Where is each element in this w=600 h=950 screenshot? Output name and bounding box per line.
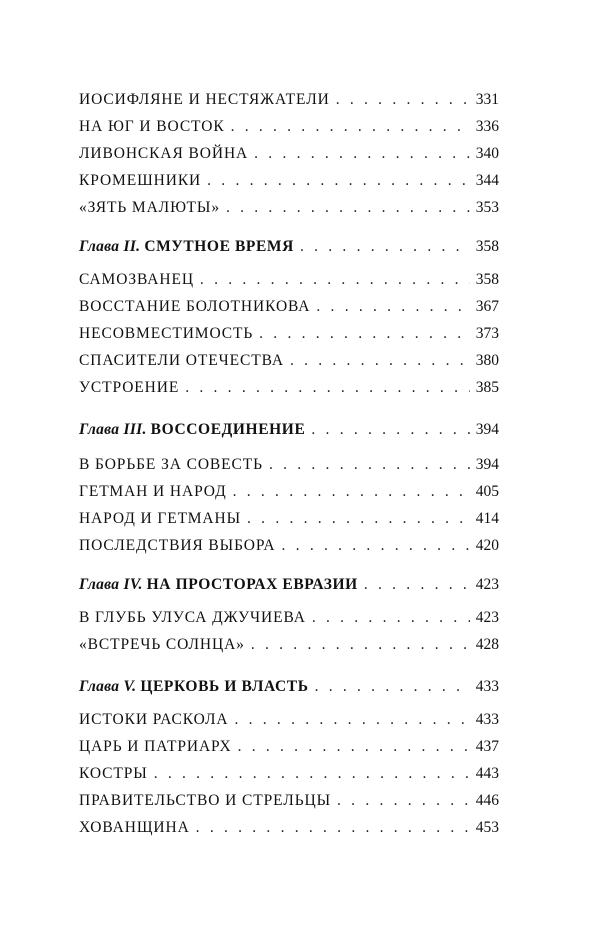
toc-entry-page: 367 xyxy=(475,298,499,315)
dot-leader xyxy=(233,480,470,504)
dot-leader xyxy=(336,88,470,112)
dot-leader xyxy=(247,507,470,531)
dot-leader xyxy=(231,115,470,139)
toc-entry-page: 453 xyxy=(475,819,499,836)
dot-leader xyxy=(290,349,470,373)
toc-entry xyxy=(79,534,499,558)
chapter-page: 358 xyxy=(475,238,499,255)
toc-entry-page: 336 xyxy=(475,118,499,135)
toc-entry-page: 420 xyxy=(475,537,499,554)
dot-leader xyxy=(185,376,470,400)
toc-entry xyxy=(79,322,499,346)
toc-entry xyxy=(79,453,499,477)
toc-entry xyxy=(79,606,499,630)
toc-entry-title: КРОМЕШНИКИ xyxy=(79,172,202,189)
dot-leader xyxy=(315,675,470,699)
chapter-number: Глава IV. xyxy=(79,576,143,593)
dot-leader xyxy=(312,606,470,630)
toc-entry-title: ИОСИФЛЯНЕ И НЕСТЯЖАТЕЛИ xyxy=(79,91,330,108)
dot-leader xyxy=(364,573,470,597)
dot-leader xyxy=(316,295,469,319)
dot-leader xyxy=(196,816,470,840)
toc-entry-page: 428 xyxy=(475,636,499,653)
toc-entry xyxy=(79,196,499,220)
dot-leader xyxy=(282,534,470,558)
toc-entry-title: НЕСОВМЕСТИМОСТЬ xyxy=(79,325,254,342)
toc-entry-title: ГЕТМАН И НАРОД xyxy=(79,483,227,500)
dot-leader xyxy=(300,235,470,259)
toc-entry-title: НА ЮГ И ВОСТОК xyxy=(79,118,225,135)
dot-leader xyxy=(259,322,470,346)
chapter-title: СМУТНОЕ ВРЕМЯ xyxy=(144,238,294,255)
toc-entry-page: 385 xyxy=(475,379,499,396)
toc-entry xyxy=(79,816,499,840)
toc-entry xyxy=(79,268,499,292)
dot-leader xyxy=(154,762,470,786)
dot-leader xyxy=(226,196,470,220)
toc-entry-page: 373 xyxy=(475,325,499,342)
toc-entry-title: В БОРЬБЕ ЗА СОВЕСТЬ xyxy=(79,456,263,473)
toc-entry-title: СПАСИТЕЛИ ОТЕЧЕСТВА xyxy=(79,352,284,369)
toc-chapter-heading xyxy=(79,675,499,699)
toc-entry-title: ПОСЛЕДСТВИЯ ВЫБОРА xyxy=(79,537,276,554)
toc-chapter-heading xyxy=(79,235,499,259)
toc-entry xyxy=(79,762,499,786)
dot-leader xyxy=(254,142,470,166)
dot-leader xyxy=(207,169,470,193)
toc-entry xyxy=(79,708,499,732)
toc-entry-title: САМОЗВАНЕЦ xyxy=(79,271,194,288)
dot-leader xyxy=(311,418,469,442)
toc-entry-title: КОСТРЫ xyxy=(79,765,148,782)
chapter-page: 394 xyxy=(475,421,499,438)
dot-leader xyxy=(238,735,470,759)
chapter-page: 433 xyxy=(475,678,499,695)
toc-entry xyxy=(79,507,499,531)
toc-entry xyxy=(79,735,499,759)
dot-leader xyxy=(234,708,469,732)
toc-entry-page: 340 xyxy=(475,145,499,162)
toc-entry-page: 380 xyxy=(475,352,499,369)
dot-leader xyxy=(251,633,470,657)
toc-entry-page: 443 xyxy=(475,765,499,782)
toc-entry-title: «ВСТРЕЧЬ СОЛНЦА» xyxy=(79,636,245,653)
toc-entry-page: 433 xyxy=(475,711,499,728)
toc-entry xyxy=(79,142,499,166)
toc-entry xyxy=(79,295,499,319)
toc-entry-page: 358 xyxy=(475,271,499,288)
toc-entry-title: ХОВАНЩИНА xyxy=(79,819,190,836)
toc-entry-page: 331 xyxy=(475,91,499,108)
chapter-number: Глава II. xyxy=(79,238,141,255)
toc-entry xyxy=(79,169,499,193)
toc-entry xyxy=(79,115,499,139)
dot-leader xyxy=(269,453,470,477)
toc-entry-page: 394 xyxy=(475,456,499,473)
toc-entry-page: 344 xyxy=(475,172,499,189)
toc-entry-title: НАРОД И ГЕТМАНЫ xyxy=(79,510,242,527)
toc-entry-title: ИСТОКИ РАСКОЛА xyxy=(79,711,229,728)
toc-entry-page: 414 xyxy=(475,510,499,527)
toc-entry-page: 437 xyxy=(475,738,499,755)
toc-entry-title: ВОССТАНИЕ БОЛОТНИКОВА xyxy=(79,298,311,315)
chapter-page: 423 xyxy=(475,576,499,593)
chapter-title: НА ПРОСТОРАХ ЕВРАЗИИ xyxy=(146,576,358,593)
toc-entry-page: 353 xyxy=(475,199,499,216)
toc-entry-page: 423 xyxy=(475,609,499,626)
chapter-number: Глава III. xyxy=(79,421,147,438)
toc-entry-title: ПРАВИТЕЛЬСТВО И СТРЕЛЬЦЫ xyxy=(79,792,332,809)
chapter-title: ВОССОЕДИНЕНИЕ xyxy=(150,421,306,438)
toc-entry xyxy=(79,480,499,504)
toc-entry-page: 405 xyxy=(475,483,499,500)
toc-entry-title: В ГЛУБЬ УЛУСА ДЖУЧИЕВА xyxy=(79,609,306,626)
chapter-title: ЦЕРКОВЬ И ВЛАСТЬ xyxy=(140,678,309,695)
toc-chapter-heading xyxy=(79,418,499,442)
toc-entry xyxy=(79,789,499,813)
dot-leader xyxy=(337,789,470,813)
toc-entry xyxy=(79,633,499,657)
toc-entry xyxy=(79,88,499,112)
toc-entry xyxy=(79,376,499,400)
dot-leader xyxy=(200,268,470,292)
toc-entry-title: ЛИВОНСКАЯ ВОЙНА xyxy=(79,145,249,162)
toc-entry-title: ЦАРЬ И ПАТРИАРХ xyxy=(79,738,232,755)
chapter-number: Глава V. xyxy=(79,678,137,695)
toc-entry-title: «ЗЯТЬ МАЛЮТЫ» xyxy=(79,199,220,216)
toc-entry xyxy=(79,349,499,373)
toc-entry-page: 446 xyxy=(475,792,499,809)
toc-entry-title: УСТРОЕНИЕ xyxy=(79,379,180,396)
toc-chapter-heading xyxy=(79,573,499,597)
